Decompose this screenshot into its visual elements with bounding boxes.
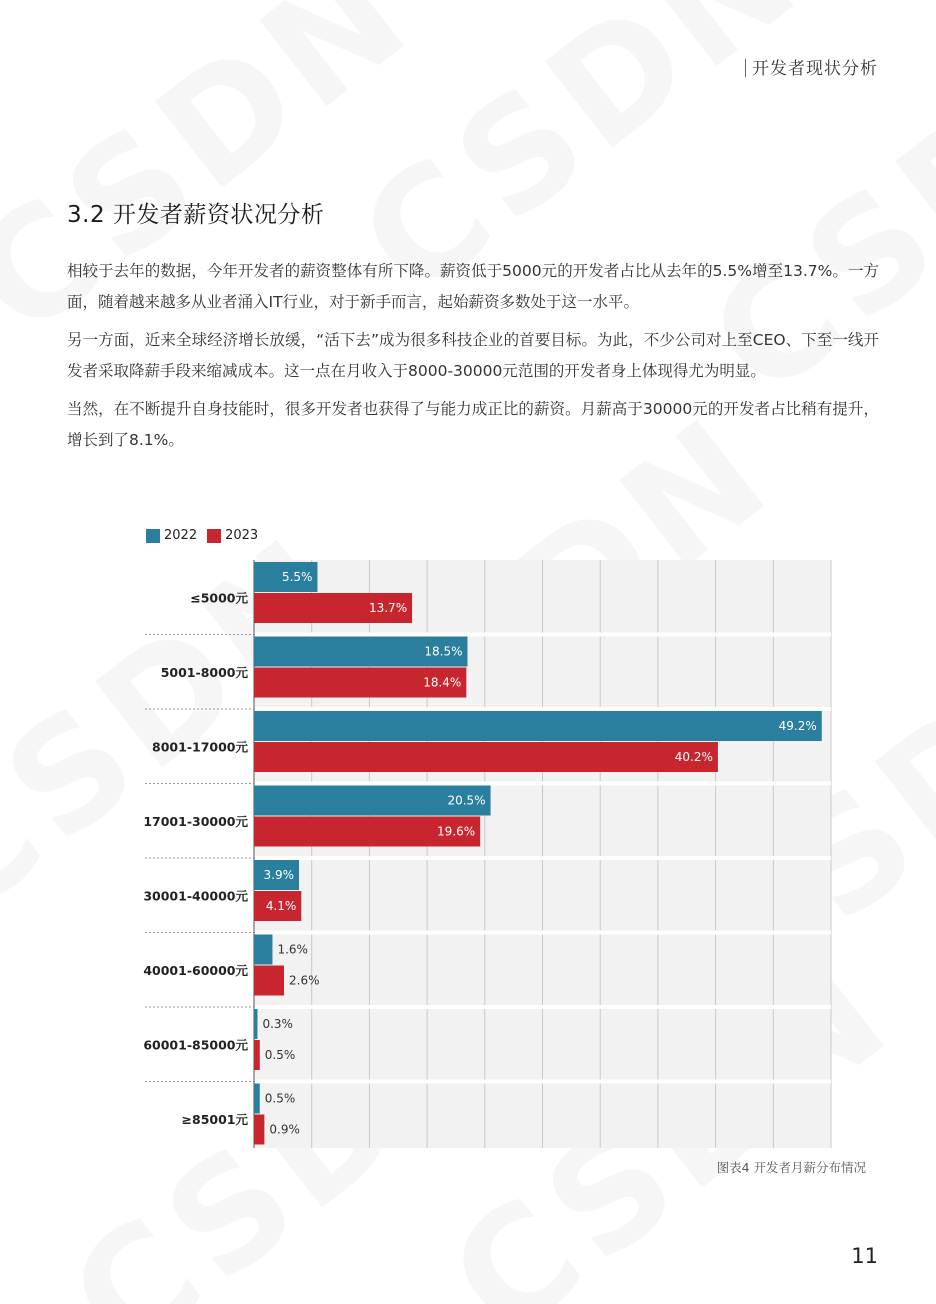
- legend-item-2023: [207, 528, 258, 543]
- bar-2022: [254, 935, 272, 965]
- section-header: [745, 54, 878, 79]
- data-label-2023: 0.9%: [269, 1122, 300, 1137]
- data-label-2023: 4.1%: [265, 899, 297, 913]
- category-label: 30001-40000元: [143, 888, 248, 904]
- data-label-2023: 40.2%: [674, 750, 713, 764]
- bar-2023: [254, 966, 284, 996]
- figure-caption: 图表4 开发者月薪分布情况: [716, 1160, 866, 1175]
- data-label-2023: 2.6%: [289, 973, 320, 988]
- data-label-2022: 3.9%: [263, 868, 295, 882]
- category-label: 8001-17000元: [152, 739, 248, 755]
- row-gap: [254, 1080, 831, 1084]
- row-gap: [254, 1005, 831, 1009]
- paragraph-3: 当然，在不断提升自身技能时，很多开发者也获得了与能力成正比的薪资。月薪高于30000元的开发者占比稍有提升，增长到了8.1%。: [67, 400, 879, 449]
- bar-2023: [254, 1040, 260, 1070]
- page-number: 11: [851, 1244, 878, 1268]
- data-label-2023: 0.5%: [264, 1048, 296, 1062]
- legend-label-2022: 2022: [164, 528, 198, 543]
- body-text: [67, 256, 879, 463]
- bar-2022: [254, 1084, 260, 1114]
- data-label-2023: 13.7%: [368, 601, 408, 615]
- section-title: 3.2 开发者薪资状况分析: [67, 202, 325, 228]
- data-label-2022: 20.5%: [447, 793, 486, 808]
- bar-2022: [254, 711, 822, 741]
- chart-legend: [146, 528, 258, 543]
- legend-swatch-2023: [207, 529, 221, 543]
- row-gap: [254, 633, 831, 637]
- category-label: 17001-30000元: [143, 813, 248, 829]
- category-label: 60001-85000元: [143, 1037, 248, 1053]
- row-gap: [254, 931, 831, 935]
- data-label-2022: 5.5%: [281, 570, 313, 584]
- paragraph-1: 相较于去年的数据，今年开发者的薪资整体有所下降。薪资低于5000元的开发者占比从去年的5.5%增至13.7%。一方面，随着越来越多从业者涌入IT行业，对于新手而言，起始薪资多数处于这一水平。: [67, 262, 879, 311]
- category-label: 5001-8000元: [160, 664, 248, 680]
- header-divider: [745, 59, 746, 77]
- category-label: ≥85001元: [181, 1111, 248, 1127]
- bar-2023: [254, 1115, 264, 1145]
- category-label: 40001-60000元: [143, 962, 248, 978]
- data-label-2022: 49.2%: [778, 719, 817, 733]
- data-label-2022: 0.5%: [264, 1091, 296, 1106]
- data-label-2023: 18.4%: [423, 675, 462, 690]
- data-label-2022: 1.6%: [277, 942, 308, 957]
- paragraph-2: 另一方面，近来全球经济增长放缓，“活下去”成为很多科技企业的首要目标。为此，不少公司对上至CEO、下至一线开发者采取降薪手段来缩减成本。这一点在月收入于8000-30000元范围的开发者身上体现得尤为明显。: [67, 331, 879, 380]
- category-label: ≤5000元: [190, 590, 248, 606]
- section-header-label: 开发者现状分析: [752, 59, 878, 79]
- data-label-2023: 19.6%: [437, 824, 476, 839]
- legend-swatch-2022: [146, 529, 160, 543]
- data-label-2022: 18.5%: [424, 644, 463, 659]
- legend-item-2022: [146, 528, 197, 543]
- legend-label-2023: 2023: [225, 528, 259, 543]
- bar-2022: [254, 1009, 257, 1039]
- row-gap: [254, 856, 831, 860]
- row-gap: [254, 707, 831, 711]
- salary-bar-chart: [0, 548, 936, 1148]
- data-label-2022: 0.3%: [262, 1017, 293, 1031]
- row-gap: [254, 782, 831, 786]
- bar-2023: [254, 742, 718, 772]
